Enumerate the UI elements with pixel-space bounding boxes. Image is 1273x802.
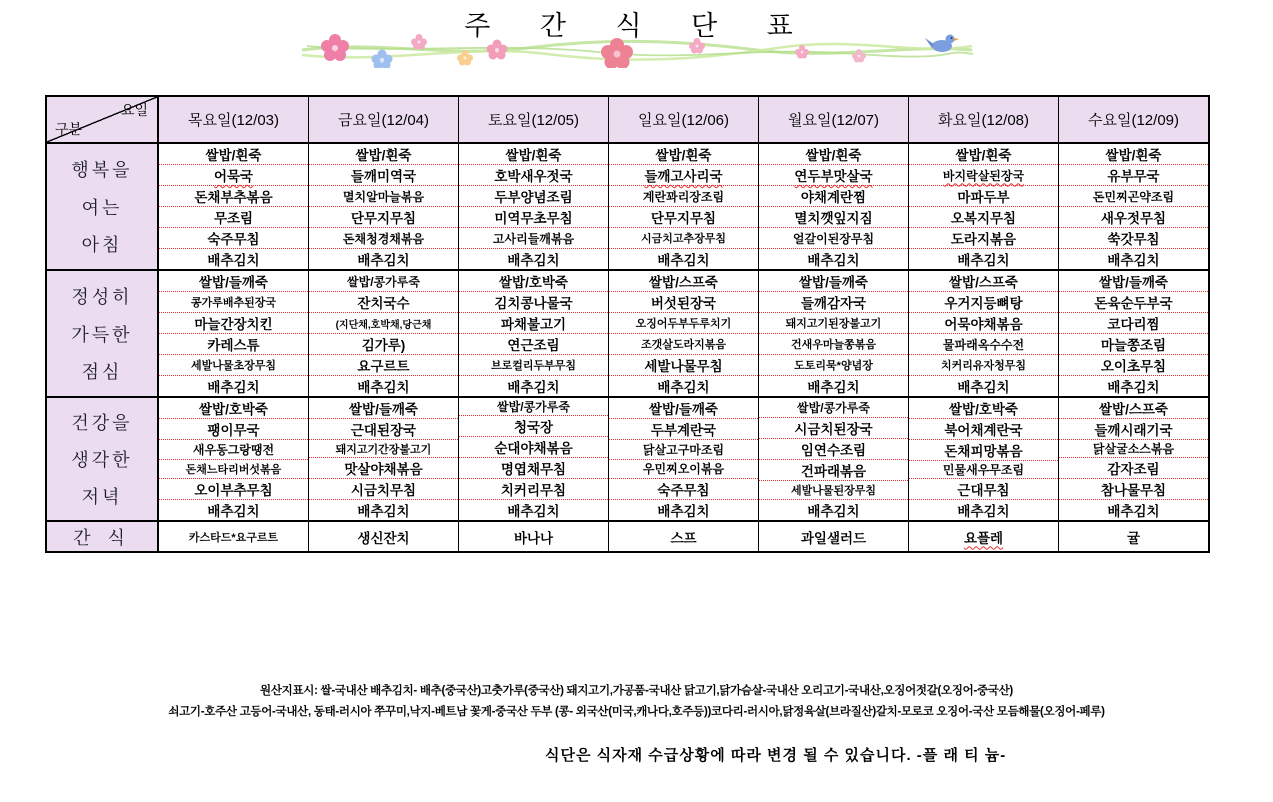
menu-item: 두부양념조림 [459, 185, 608, 206]
snack-row [47, 520, 1208, 551]
day-menu-column [458, 271, 608, 396]
day-menu-column [1058, 271, 1208, 396]
menu-item: 요구르트 [309, 354, 458, 375]
day-menu-column [608, 271, 758, 396]
menu-item: 근대무침 [909, 478, 1058, 499]
menu-item: 돼지고기간장불고기 [309, 439, 458, 457]
menu-item: 쌀밥/흰죽 [505, 148, 562, 163]
section-label-line: 여는 [81, 197, 123, 218]
menu-item: 청국장 [459, 415, 608, 436]
vine-icon [302, 41, 973, 59]
menu-item: 참나물무침 [1059, 478, 1208, 499]
menu-item: 치커리무침 [459, 478, 608, 499]
day-menu-column [608, 398, 758, 520]
small-pink-flower-icon [795, 45, 809, 59]
menu-item: 건파래볶음 [759, 459, 908, 480]
menu-item: 쌀밥/콩가루죽 [347, 274, 420, 289]
day-header: 토요일(12/05) [458, 97, 608, 142]
menu-item: 도토리묵*양념장 [759, 354, 908, 375]
menu-item: 건새우마늘쫑볶음 [759, 333, 908, 354]
menu-item: 오이부추무침 [159, 478, 308, 499]
menu-item: 호박새우젓국 [459, 164, 608, 185]
page-title: 주 간 식 단 표 [464, 11, 809, 41]
menu-item: 연두부맛살국 [759, 164, 908, 185]
meal-section-row [47, 142, 1208, 269]
section-label-line: 가득한 [71, 324, 133, 345]
menu-item: 새우젓무침 [1059, 206, 1208, 227]
menu-item: 고사리들깨볶음 [459, 227, 608, 248]
day-menu-column [758, 144, 908, 269]
day-header: 금요일(12/04) [308, 97, 458, 142]
menu-item: 잔치국수 [309, 291, 458, 312]
origin-labeling-line-1: 원산지표시: 쌀-국내산 배추김치- 배추(중국산)고춧가루(중국산) 돼지고기,가공품-국내산 닭고기,닭가슴살-국내산 오리고기-국내산,오징어젓갈(오징어-중국산) [260, 685, 1013, 697]
snack-label: 간 식 [47, 522, 157, 551]
snack-item: 귤 [1058, 522, 1208, 551]
table-header-row [47, 97, 1208, 142]
menu-item: 배추김치 [759, 499, 908, 520]
menu-item: 연근조림 [459, 333, 608, 354]
menu-item: 배추김치 [309, 499, 458, 520]
menu-item: 임연수조림 [759, 438, 908, 459]
day-header: 목요일(12/03) [157, 97, 308, 142]
snack-item: 스프 [608, 522, 758, 551]
menu-table [45, 95, 1210, 553]
menu-item: 팽이무국 [159, 418, 308, 439]
day-menu-column [308, 398, 458, 520]
menu-item: 돈채피망볶음 [909, 439, 1058, 460]
menu-item: 김치콩나물국 [459, 291, 608, 312]
menu-item: 돈민찌곤약조림 [1059, 185, 1208, 206]
menu-item: 돈육순두부국 [1059, 291, 1208, 312]
blue-flower-icon [371, 50, 392, 69]
menu-item: 시금치된장국 [759, 417, 908, 438]
meal-section-row [47, 396, 1208, 520]
menu-item: 마늘간장치킨 [159, 312, 308, 333]
menu-item: 조갯살도라지볶음 [609, 333, 758, 354]
menu-item: 닭살굴소스볶음 [1059, 439, 1208, 457]
day-menu-column [458, 398, 608, 520]
corner-label-day: 요일 [120, 102, 148, 118]
menu-item: 쌀밥/호박죽 [499, 275, 568, 290]
menu-item: 카레스튜 [159, 333, 308, 354]
menu-item: 유부무국 [1059, 164, 1208, 185]
menu-item: 쌀밥/콩가루죽 [497, 400, 570, 414]
menu-item: 마파두부 [909, 185, 1058, 206]
menu-item: 얼갈이된장무침 [759, 227, 908, 248]
day-menu-column [157, 398, 308, 520]
menu-item: 쌀밥/흰죽 [805, 148, 862, 163]
menu-item: 배추김치 [609, 248, 758, 269]
menu-item: 쌀밥/스프죽 [949, 275, 1018, 290]
menu-item: 배추김치 [1059, 375, 1208, 396]
menu-item: 야채계란찜 [759, 185, 908, 206]
day-header: 수요일(12/09) [1058, 97, 1208, 142]
title-area [0, 0, 1273, 60]
day-header: 월요일(12/07) [758, 97, 908, 142]
day-menu-column [1058, 398, 1208, 520]
menu-item: 배추김치 [609, 375, 758, 396]
day-menu-column [608, 144, 758, 269]
menu-item: 파채불고기 [459, 312, 608, 333]
menu-item: 오징어두부두루치기 [609, 312, 758, 333]
menu-item: 물파래옥수수전 [909, 333, 1058, 354]
menu-item: 들깨고사리국 [609, 164, 758, 185]
menu-item: 배추김치 [609, 499, 758, 520]
menu-item: 배추김치 [459, 248, 608, 269]
day-header: 화요일(12/08) [908, 97, 1058, 142]
menu-item: 어묵야채볶음 [909, 312, 1058, 333]
section-label-line: 행복을 [71, 159, 133, 180]
menu-item: 어묵국 [159, 164, 308, 185]
menu-item: 쌀밥/흰죽 [355, 148, 412, 163]
menu-item: 배추김치 [1059, 248, 1208, 269]
menu-item: 숙주무침 [159, 227, 308, 248]
menu-item: 두부계란국 [609, 418, 758, 439]
menu-item: 미역무초무침 [459, 206, 608, 227]
menu-item: 쌀밥/흰죽 [955, 148, 1012, 163]
corner-label-category: 구분 [55, 121, 83, 137]
section-label-line: 정성히 [71, 286, 133, 307]
day-menu-column [308, 144, 458, 269]
origin-labeling-line-2: 쇠고기-호주산 고등어-국내산, 동태-러시아 쭈꾸미,낙지-베트남 꽃게-중국산 두부 (콩- 외국산(미국,캐나다,호주등))코다리-러시아,닭정육살(브라질산)갈치-모로코 오징어-국산 모듬해물(오징어-페루) [168, 706, 1105, 718]
section-label-line: 생각한 [71, 450, 133, 470]
menu-item: 숙주무침 [609, 478, 758, 499]
menu-item: 쌀밥/들깨죽 [349, 402, 418, 417]
menu-item: 배추김치 [459, 499, 608, 520]
menu-item: 새우동그랑땡전 [159, 439, 308, 459]
menu-item: 시금치무침 [309, 478, 458, 499]
day-menu-column [157, 144, 308, 269]
day-header: 일요일(12/06) [608, 97, 758, 142]
menu-item: 세발나물초장무침 [159, 354, 308, 375]
menu-item: 돼지고기된장불고기 [759, 312, 908, 333]
menu-item: 민물새우무조림 [909, 460, 1058, 478]
menu-item: 단무지무침 [609, 206, 758, 227]
section-label [47, 144, 157, 269]
day-menu-column [908, 398, 1058, 520]
menu-item: (지단채,호박채,당근채 [309, 312, 458, 333]
menu-item: 쌀밥/호박죽 [199, 402, 268, 417]
snack-item: 카스타드*요구르트 [157, 522, 308, 551]
menu-item: 배추김치 [909, 499, 1058, 520]
menu-item: 들깨감자국 [759, 291, 908, 312]
menu-item: 배추김치 [1059, 499, 1208, 520]
day-menu-column [308, 271, 458, 396]
section-label [47, 271, 157, 396]
section-label-line: 아침 [81, 235, 123, 256]
menu-item: 바지락살된장국 [909, 164, 1058, 185]
snack-item: 바나나 [458, 522, 608, 551]
day-menu-column [758, 271, 908, 396]
section-label-line: 저녁 [81, 487, 123, 507]
menu-change-notice: 식단은 식자재 수급상황에 따라 변경 될 수 있습니다. -플 래 티 늄- [545, 747, 1007, 764]
menu-item: 쌀밥/들깨죽 [199, 275, 268, 290]
menu-item: 브로컬리두부무침 [459, 354, 608, 375]
menu-item: 돈채청경채볶음 [309, 227, 458, 248]
menu-item: 콩가루배추된장국 [159, 291, 308, 312]
day-menu-column [1058, 144, 1208, 269]
menu-item: 도라지볶음 [909, 227, 1058, 248]
menu-item: 들깨미역국 [309, 164, 458, 185]
menu-item: 쌀밥/들깨죽 [649, 402, 718, 417]
menu-item: 배추김치 [159, 375, 308, 396]
section-label [47, 398, 157, 520]
menu-item: 버섯된장국 [609, 291, 758, 312]
menu-item: 쌀밥/흰죽 [655, 148, 712, 163]
menu-item: 배추김치 [159, 248, 308, 269]
menu-item: 쌀밥/스프죽 [1099, 402, 1168, 417]
menu-item: 멸치알마늘볶음 [309, 185, 458, 206]
menu-item: 쌀밥/들깨죽 [1099, 275, 1168, 290]
menu-item: 배추김치 [459, 375, 608, 396]
menu-item: 배추김치 [159, 499, 308, 520]
day-menu-column [157, 271, 308, 396]
menu-item: 근대된장국 [309, 418, 458, 439]
meal-section-row [47, 269, 1208, 396]
menu-item: 쌀밥/호박죽 [949, 402, 1018, 417]
menu-item: 쌀밥/들깨죽 [799, 275, 868, 290]
snack-item: 과일샐러드 [758, 522, 908, 551]
menu-item: 배추김치 [909, 375, 1058, 396]
menu-item: 멸치깻잎지짐 [759, 206, 908, 227]
day-menu-column [758, 398, 908, 520]
day-category-corner-cell [47, 97, 157, 142]
menu-item: 코다리찜 [1059, 312, 1208, 333]
menu-item: 쑥갓무침 [1059, 227, 1208, 248]
menu-item: 쌀밥/스프죽 [649, 275, 718, 290]
menu-item: 감자조림 [1059, 457, 1208, 478]
menu-item: 쌀밥/흰죽 [205, 148, 262, 163]
day-menu-column [908, 144, 1058, 269]
menu-item: 오복지무침 [909, 206, 1058, 227]
menu-item: 배추김치 [759, 248, 908, 269]
menu-item: 순대야채볶음 [459, 436, 608, 457]
snack-item: 요플레 [908, 522, 1058, 551]
menu-item: 맛살야채볶음 [309, 457, 458, 478]
menu-item: 쌀밥/콩가루죽 [797, 400, 870, 415]
menu-item: 세발나물된장무침 [759, 480, 908, 500]
menu-item: 돈채부추볶음 [159, 185, 308, 206]
menu-item: 마늘쫑조림 [1059, 333, 1208, 354]
menu-item: 우민찌오이볶음 [609, 459, 758, 479]
day-menu-column [458, 144, 608, 269]
section-label-line: 건강을 [71, 413, 133, 433]
menu-item: 배추김치 [309, 375, 458, 396]
menu-item: 치커리유자청무침 [909, 354, 1058, 375]
menu-item: 오이초무침 [1059, 354, 1208, 375]
menu-item: 닭살고구마조림 [609, 439, 758, 459]
menu-item: 배추김치 [909, 248, 1058, 269]
menu-item: 계란꽈리장조림 [609, 185, 758, 206]
menu-item: 세발나물무침 [609, 354, 758, 375]
menu-item: 명엽채무침 [459, 457, 608, 478]
menu-item: 무조림 [159, 206, 308, 227]
menu-item: 돈채느타리버섯볶음 [159, 459, 308, 479]
menu-item: 들깨시래기국 [1059, 418, 1208, 439]
menu-item: 북어채계란국 [909, 418, 1058, 439]
menu-item: 배추김치 [759, 375, 908, 396]
menu-item: 배추김치 [309, 248, 458, 269]
snack-item: 생신잔치 [308, 522, 458, 551]
section-label-line: 점심 [81, 362, 123, 383]
menu-item: 우거지등뼈탕 [909, 291, 1058, 312]
menu-item: 시금치고추장무침 [609, 227, 758, 248]
menu-item: 김가루) [309, 333, 458, 354]
menu-item: 쌀밥/흰죽 [1105, 148, 1162, 163]
menu-item: 단무지무침 [309, 206, 458, 227]
day-menu-column [908, 271, 1058, 396]
